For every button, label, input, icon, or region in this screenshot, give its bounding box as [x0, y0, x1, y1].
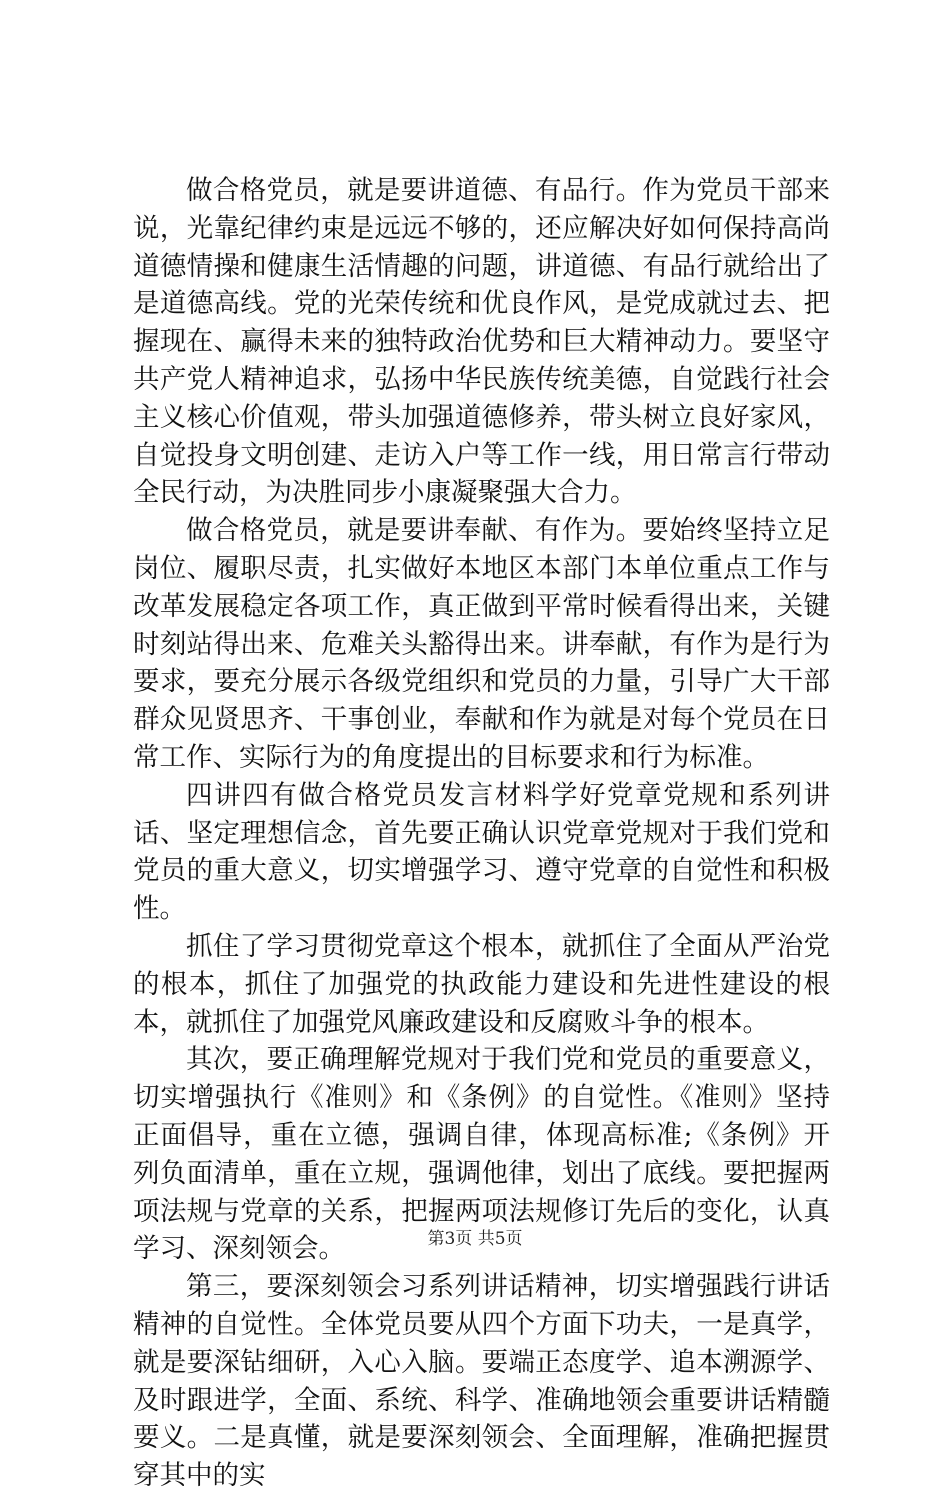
page-number-footer: 第3页 共5页: [427, 1229, 523, 1249]
paragraph: 做合格党员，就是要讲奉献、有作为。要始终坚持立足岗位、履职尽责，扎实做好本地区本部门本单位重点工作与改革发展稳定各项工作，真正做到平常时候看得出来，关键时刻站得出来、危难关头豁得出来。讲奉献，有作为是行为要求，要充分展示各级党组织和党员的力量，引导广大干部群众见贤思齐、干事创业，奉献和作为就是对每个党员在日常工作、实际行为的角度提出的目标要求和行为标准。: [133, 515, 830, 773]
document-body: [133, 172, 830, 1495]
paragraph: 第三，要深刻领会习系列讲话精神，切实增强践行讲话精神的自觉性。全体党员要从四个方面下功夫，一是真学，就是要深钻细研，入心入脑。要端正态度学、追本溯源学、及时跟进学，全面、系统、科学、准确地领会重要讲话精髓要义。二是真懂，就是要深刻领会、全面理解，准确把握贯穿其中的实: [133, 1271, 830, 1492]
paragraph: 做合格党员，就是要讲道德、有品行。作为党员干部来说，光靠纪律约束是远远不够的，还应解决好如何保持高尚道德情操和健康生活情趣的问题，讲道德、有品行就给出了是道德高线。党的光荣传统和优良作风，是党成就过去、把握现在、赢得未来的独特政治优势和巨大精神动力。要坚守共产党人精神追求，弘扬中华民族传统美德，自觉践行社会主义核心价值观，带头加强道德修养，带头树立良好家风，自觉投身文明创建、走访入户等工作一线，用日常言行带动全民行动，为决胜同步小康凝聚强大合力。: [133, 175, 830, 509]
paragraph: 其次，要正确理解党规对于我们党和党员的重要意义，切实增强执行《准则》和《条例》的自觉性。《准则》坚持正面倡导，重在立德，强调自律，体现高标准;《条例》开列负面清单，重在立规，强调他律，划出了底线。要把握两项法规与党章的关系，把握两项法规修订先后的变化，认真学习、深刻领会。: [133, 1044, 830, 1265]
paragraph: 四讲四有做合格党员发言材料学好党章党规和系列讲话、坚定理想信念，首先要正确认识党章党规对于我们党和党员的重大意义，切实增强学习、遵守党章的自觉性和积极性。: [133, 779, 830, 925]
paragraph: 抓住了学习贯彻党章这个根本，就抓住了全面从严治党的根本，抓住了加强党的执政能力建设和先进性建设的根本，就抓住了加强党风廉政建设和反腐败斗争的根本。: [133, 930, 830, 1038]
